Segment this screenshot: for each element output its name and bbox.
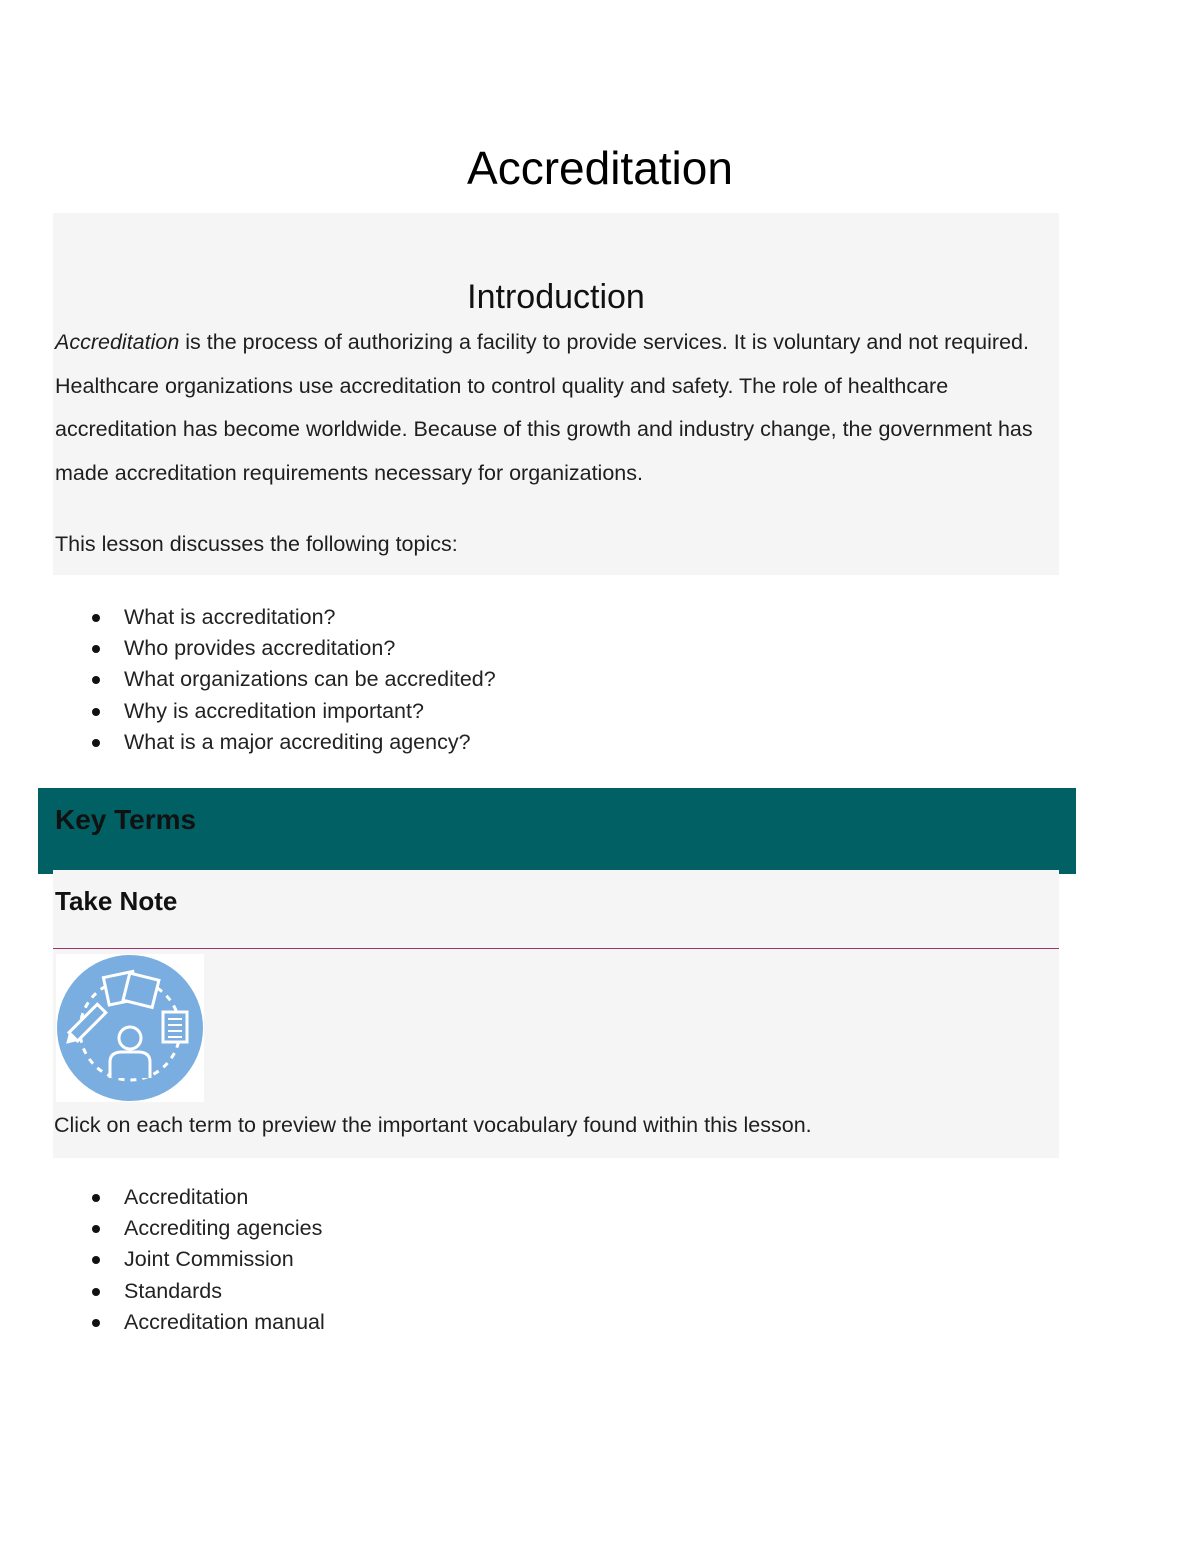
topic-text: What is a major accrediting agency? (124, 729, 471, 754)
bullet-icon (92, 1319, 100, 1327)
bullet-icon (92, 645, 100, 653)
term-link[interactable]: Accrediting agencies (124, 1216, 323, 1241)
bullet-icon (92, 614, 100, 622)
list-item[interactable] (90, 1213, 325, 1244)
topics-list (90, 602, 496, 758)
introduction-paragraph (55, 321, 1055, 495)
take-note-section (53, 870, 1059, 1158)
topic-text: What organizations can be accredited? (124, 667, 496, 692)
introduction-heading: Introduction (467, 278, 645, 316)
introduction-paragraph-text: is the process of authorizing a facility to provide services. It is voluntary and not required. Healthcare organizations use accreditation to control quality and safety. The role of healthcare accreditation has become worldwide. Because of this growth and industry change, the government has made accreditation requirements necessary for organizations. (55, 330, 1033, 485)
key-terms-banner (38, 788, 1076, 874)
term-link[interactable]: Joint Commission (124, 1247, 294, 1272)
list-item[interactable] (90, 1182, 325, 1213)
topics-lead-in: This lesson discusses the following topics: (55, 532, 458, 556)
bullet-icon (92, 1288, 100, 1296)
term-link[interactable]: Standards (124, 1278, 223, 1303)
list-item[interactable] (90, 1276, 325, 1307)
list-item[interactable] (90, 1244, 325, 1275)
bullet-icon (92, 1194, 100, 1202)
learner-study-materials-icon (56, 954, 204, 1102)
list-item (90, 602, 496, 633)
bullet-icon (92, 676, 100, 684)
bullet-icon (92, 1225, 100, 1233)
topic-text: Who provides accreditation? (124, 636, 396, 661)
list-item (90, 633, 496, 664)
list-item (90, 696, 496, 727)
key-terms-list (90, 1182, 325, 1338)
key-terms-heading: Key Terms (55, 804, 197, 835)
take-note-divider (53, 948, 1059, 949)
bullet-icon (92, 708, 100, 716)
list-item (90, 727, 496, 758)
introduction-section (53, 213, 1059, 575)
page-title: Accreditation (467, 142, 733, 194)
topic-text: What is accreditation? (124, 605, 336, 629)
term-link[interactable]: Accreditation (124, 1185, 249, 1209)
topic-text: Why is accreditation important? (124, 698, 424, 723)
accreditation-term: Accreditation (55, 330, 180, 354)
bullet-icon (92, 1256, 100, 1264)
take-note-instructions: Click on each term to preview the important vocabulary found within this lesson. (54, 1113, 812, 1137)
term-link[interactable]: Accreditation manual (124, 1309, 325, 1334)
bullet-icon (92, 739, 100, 747)
list-item (90, 664, 496, 695)
take-note-heading: Take Note (55, 886, 178, 916)
list-item[interactable] (90, 1307, 325, 1338)
